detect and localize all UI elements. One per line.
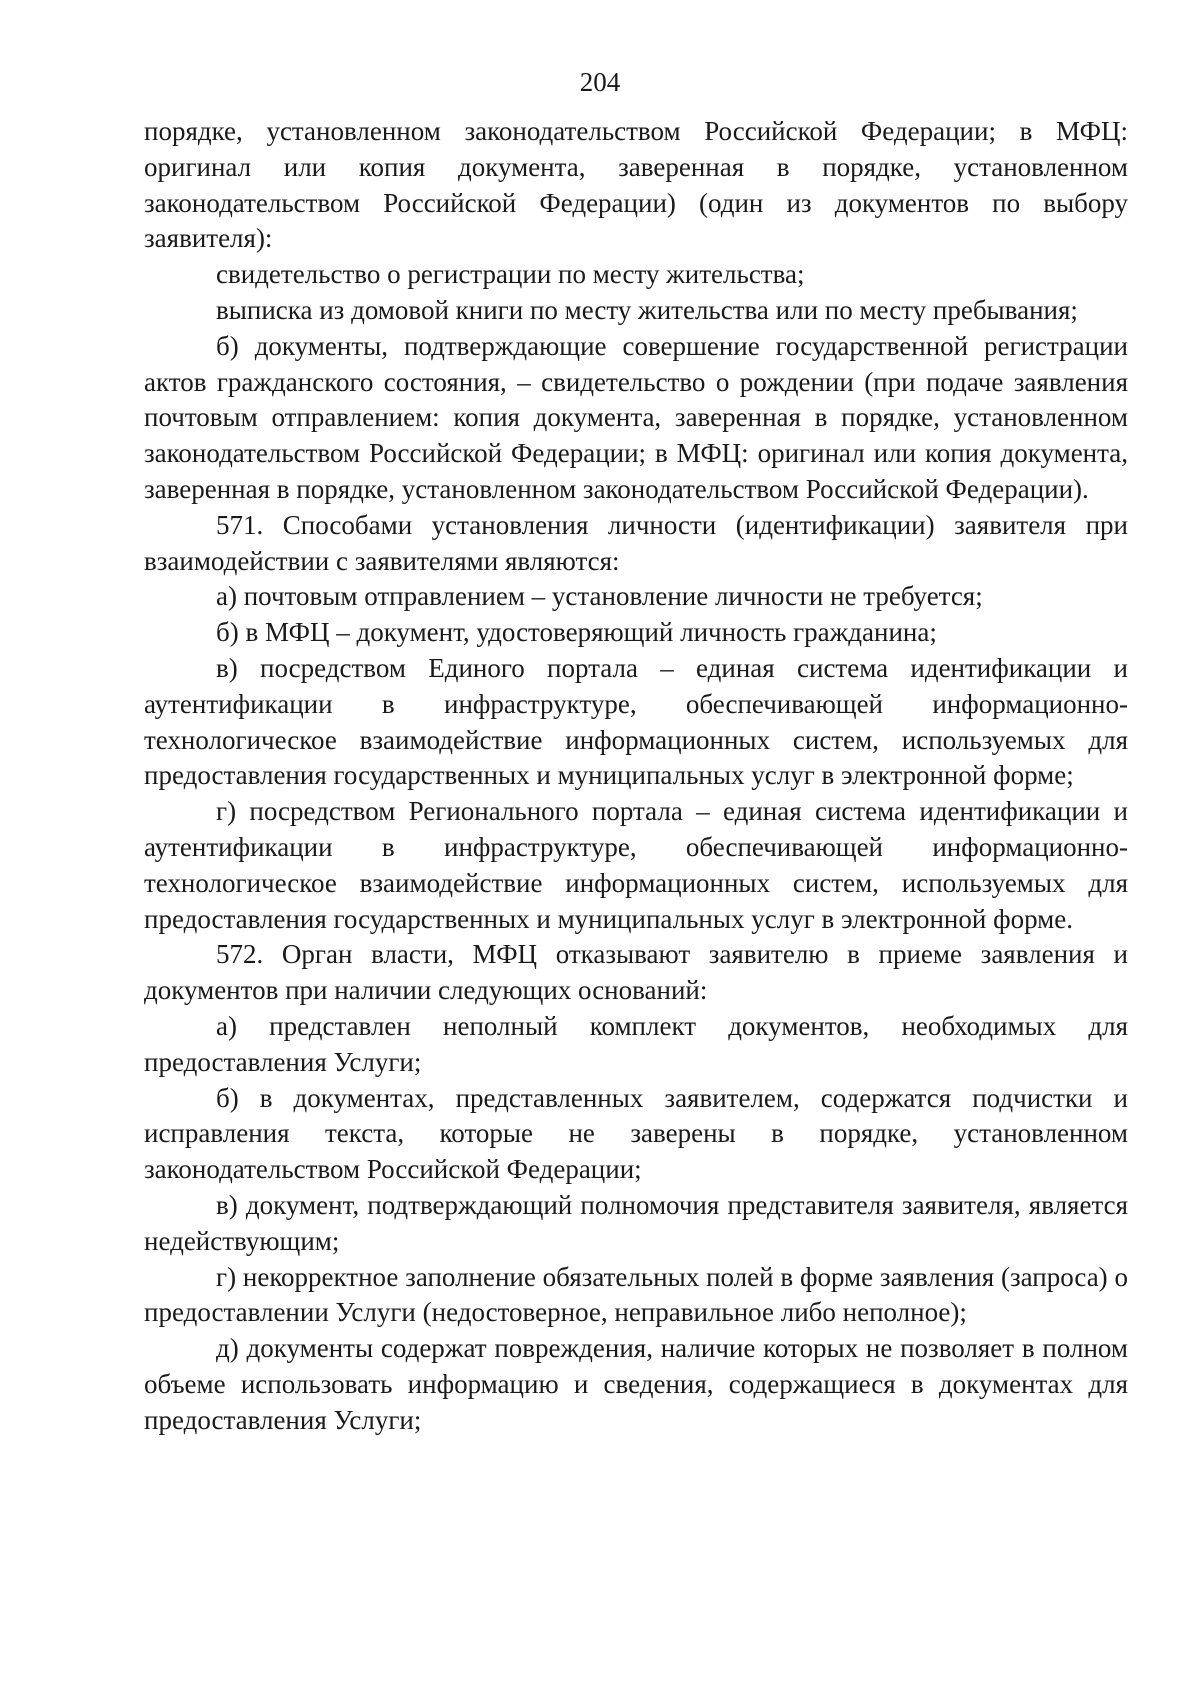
paragraph: б) документы, подтверждающие совершение государственной регистрации актов гражданского состояния, – свидетельство о рождении (при подаче заявления почтовым отправлением: копия документа, заверенная в порядке, установленном законодательством Российской Федерации; в МФЦ: оригинал или копия документа, заверенная в порядке, установленном законодательством Российской Федерации). (144, 330, 1128, 504)
page-number: 204 (579, 67, 621, 97)
paragraph: б) в документах, представленных заявителем, содержатся подчистки и исправления текста, которые не заверены в порядке, установленном законодательством Российской Федерации; (144, 1082, 1128, 1185)
paragraph: б) в МФЦ – документ, удостоверяющий личность гражданина; (216, 617, 937, 648)
document-body (144, 114, 1128, 1438)
paragraph-item-571: 571. Способами установления личности (идентификации) заявителя при взаимодействии с заявителями являются: (144, 509, 1128, 576)
paragraph: выписка из домовой книги по месту жительства или по месту пребывания; (216, 294, 1078, 325)
paragraph: г) посредством Регионального портала – единая система идентификации и аутентификации в инфраструктуре, обеспечивающей информационно-технологическое взаимодействие информационных систем, используемых для предоставления государственных и муниципальных услуг в электронной форме. (144, 796, 1128, 934)
paragraph-continuation: порядке, установленном законодательством Российской Федерации; в МФЦ: оригинал или копия документа, заверенная в порядке, установленном законодательством Российской Федерации) (один из документов по выбору заявителя): (144, 116, 1128, 254)
paragraph: а) представлен неполный комплект документов, необходимых для предоставления Услуги; (144, 1010, 1128, 1077)
paragraph: в) посредством Единого портала – единая система идентификации и аутентификации в инфраструктуре, обеспечивающей информационно-технологическое взаимодействие информационных систем, используемых для предоставления государственных и муниципальных услуг в электронной форме; (144, 652, 1128, 791)
paragraph: а) почтовым отправлением – установление личности не требуется; (216, 581, 983, 612)
paragraph: свидетельство о регистрации по месту жительства; (216, 259, 805, 290)
paragraph: д) документы содержат повреждения, наличие которых не позволяет в полном объеме использовать информацию и сведения, содержащиеся в документах для предоставления Услуги; (144, 1333, 1128, 1435)
paragraph: в) документ, подтверждающий полномочия представителя заявителя, является недействующим; (144, 1189, 1128, 1256)
paragraph: г) некорректное заполнение обязательных полей в форме заявления (запроса) о предоставлении Услуги (недостоверное, неправильное либо неполное); (144, 1261, 1128, 1328)
paragraph-item-572: 572. Орган власти, МФЦ отказывают заявителю в приеме заявления и документов при наличии следующих оснований: (144, 939, 1128, 1006)
